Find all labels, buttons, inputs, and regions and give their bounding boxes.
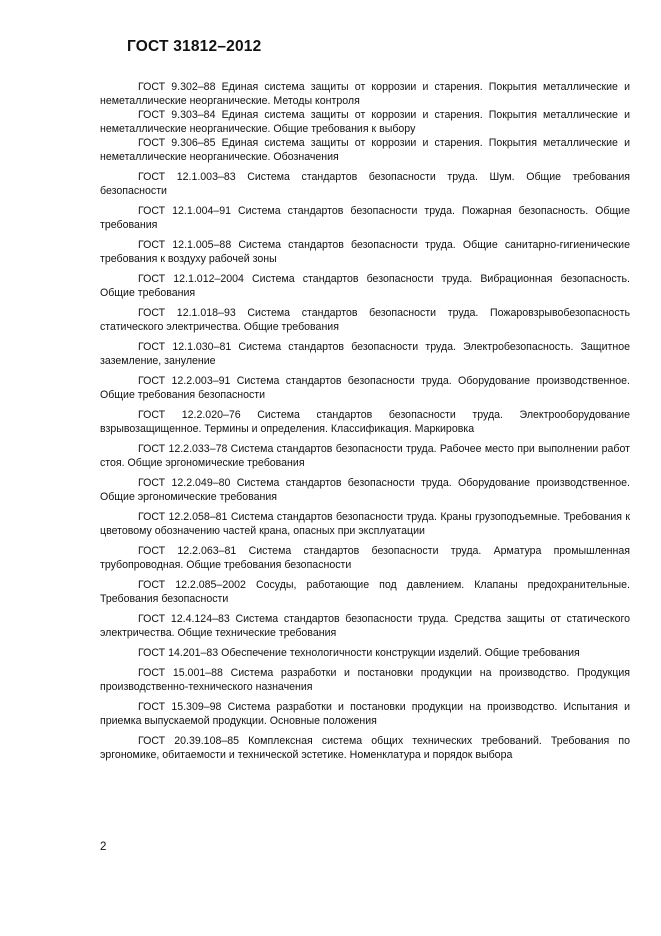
reference-entry: ГОСТ 12.2.058–81 Система стандартов безопасности труда. Краны грузоподъемные. Требования к цветовому обозначению частей крана, опасных при эксплуатации bbox=[100, 511, 630, 537]
reference-entry: ГОСТ 12.2.085–2002 Сосуды, работающие под давлением. Клапаны предохранительные. Требования безопасности bbox=[100, 579, 630, 605]
reference-entry: ГОСТ 12.1.030–81 Система стандартов безопасности труда. Электробезопасность. Защитное заземление, зануление bbox=[100, 341, 630, 367]
reference-entry: ГОСТ 12.1.003–83 Система стандартов безопасности труда. Шум. Общие требования безопасности bbox=[100, 171, 630, 197]
reference-entry: ГОСТ 12.2.033–78 Система стандартов безопасности труда. Рабочее место при выполнении работ стоя. Общие эргономические требования bbox=[100, 443, 630, 469]
reference-entry: ГОСТ 15.001–88 Система разработки и постановки продукции на производство. Продукция производственно-технического назначения bbox=[100, 667, 630, 693]
reference-entry: ГОСТ 12.2.063–81 Система стандартов безопасности труда. Арматура промышленная трубопроводная. Общие требования безопасности bbox=[100, 545, 630, 571]
reference-entry: ГОСТ 9.303–84 Единая система защиты от коррозии и старения. Покрытия металлические и неметаллические неорганические. Общие требования к выбору bbox=[100, 109, 630, 135]
normative-references-list bbox=[100, 80, 630, 768]
reference-entry: ГОСТ 12.1.012–2004 Система стандартов безопасности труда. Вибрационная безопасность. Общие требования bbox=[100, 273, 630, 299]
reference-entry: ГОСТ 12.2.003–91 Система стандартов безопасности труда. Оборудование производственное. Общие требования безопасности bbox=[100, 375, 630, 401]
reference-entry: ГОСТ 9.306–85 Единая система защиты от коррозии и старения. Покрытия металлические и неметаллические неорганические. Обозначения bbox=[100, 137, 630, 163]
reference-entry: ГОСТ 12.1.004–91 Система стандартов безопасности труда. Пожарная безопасность. Общие требования bbox=[100, 205, 630, 231]
reference-entry: ГОСТ 9.302–88 Единая система защиты от коррозии и старения. Покрытия металлические и неметаллические неорганические. Методы контроля bbox=[100, 81, 630, 107]
reference-entry: ГОСТ 12.2.049–80 Система стандартов безопасности труда. Оборудование производственное. Общие эргономические требования bbox=[100, 477, 630, 503]
reference-entry: ГОСТ 12.1.018–93 Система стандартов безопасности труда. Пожаровзрывобезопасность статического электричества. Общие требования bbox=[100, 307, 630, 333]
page-number: 2 bbox=[100, 841, 107, 853]
reference-entry: ГОСТ 12.4.124–83 Система стандартов безопасности труда. Средства защиты от статического электричества. Общие технические требования bbox=[100, 613, 630, 639]
reference-entry: ГОСТ 20.39.108–85 Комплексная система общих технических требований. Требования по эргономике, обитаемости и технической эстетике. Номенклатура и порядок выбора bbox=[100, 735, 630, 761]
reference-entry: ГОСТ 12.1.005–88 Система стандартов безопасности труда. Общие санитарно-гигиенические требования к воздуху рабочей зоны bbox=[100, 239, 630, 265]
reference-entry: ГОСТ 12.2.020–76 Система стандартов безопасности труда. Электрооборудование взрывозащищенное. Термины и определения. Классификация. Маркировка bbox=[100, 409, 630, 435]
reference-entry: ГОСТ 14.201–83 Обеспечение технологичности конструкции изделий. Общие требования bbox=[138, 647, 580, 659]
reference-entry: ГОСТ 15.309–98 Система разработки и постановки продукции на производство. Испытания и приемка выпускаемой продукции. Основные положения bbox=[100, 701, 630, 727]
page-header-title: ГОСТ 31812–2012 bbox=[127, 38, 262, 55]
